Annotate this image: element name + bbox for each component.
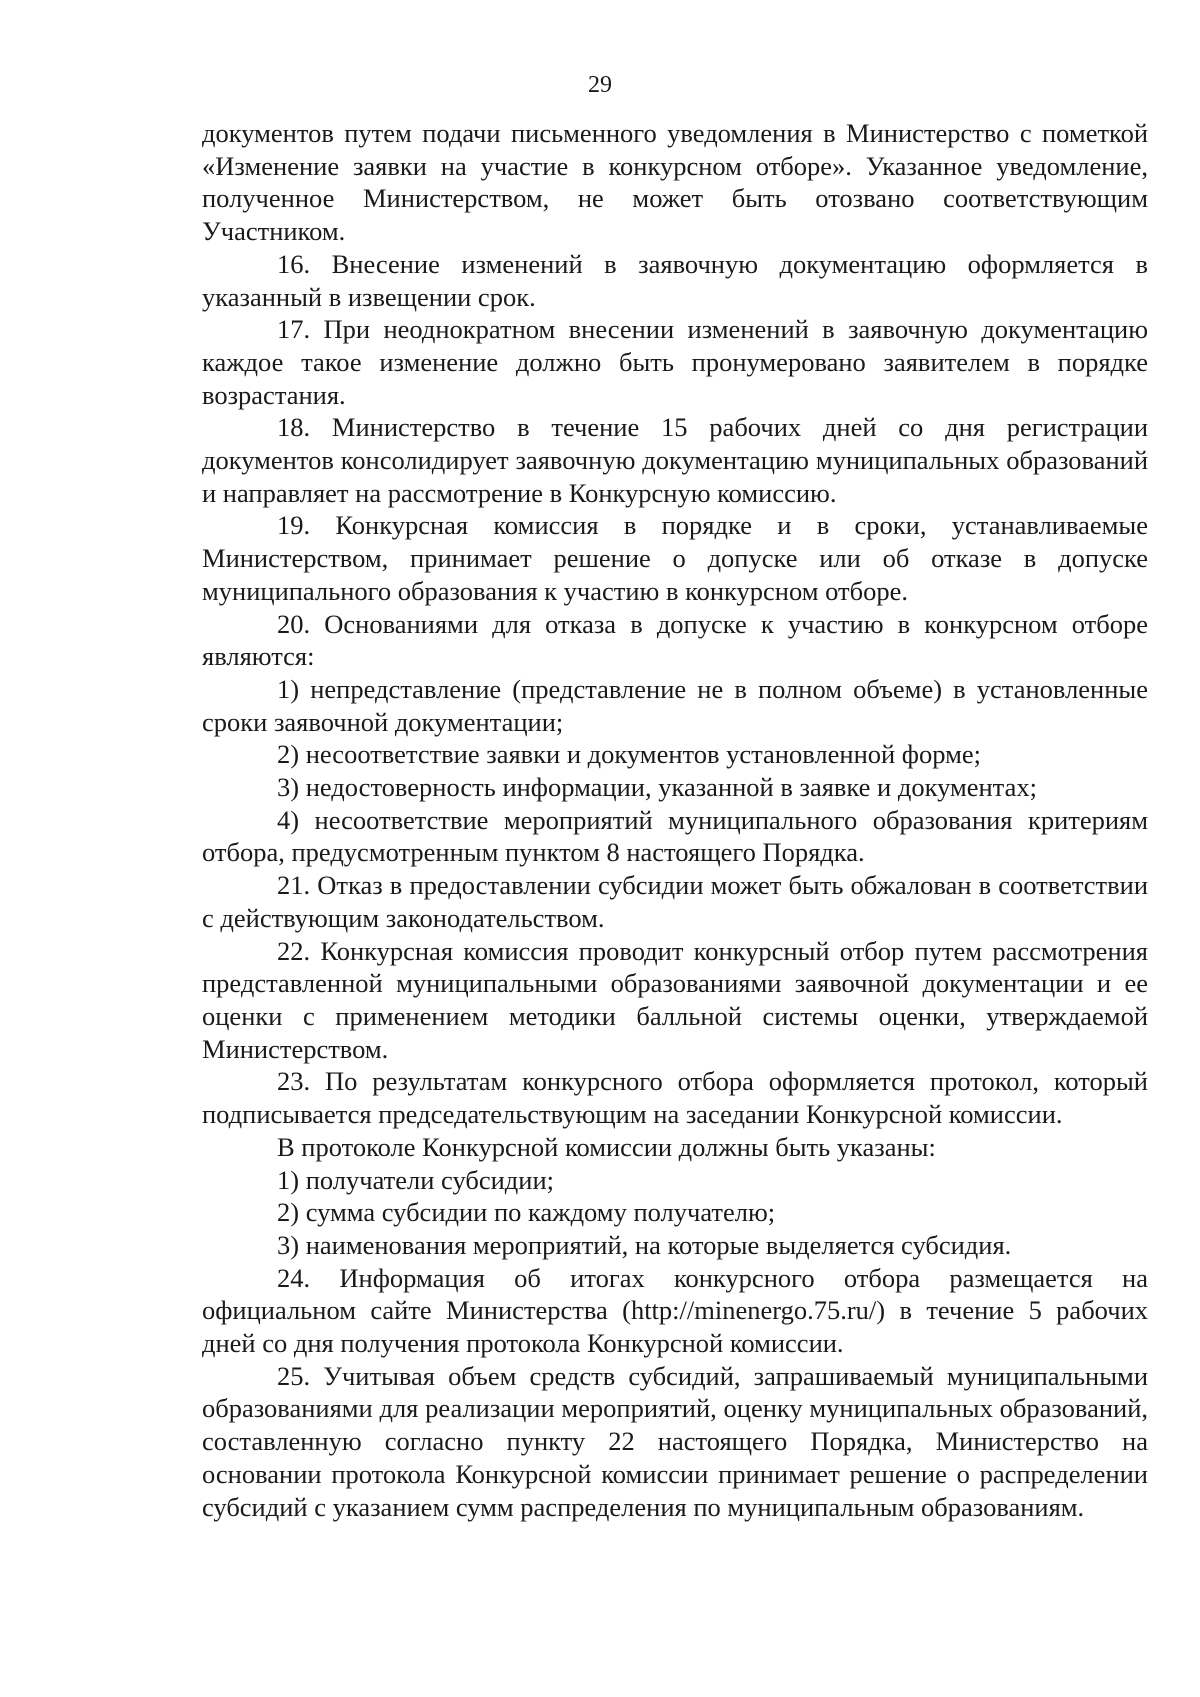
paragraph-20-item-4: 4) несоответствие мероприятий муниципального образования критериям отбора, предусмотренным пунктом 8 настоящего Порядка. xyxy=(202,804,1148,868)
paragraph-20-item-3: 3) недостоверность информации, указанной в заявке и документах; xyxy=(277,772,1037,803)
paragraph-17: 17. При неоднократном внесении изменений в заявочную документацию каждое такое изменение должно быть пронумеровано заявителем в порядке возрастания. xyxy=(202,314,1148,410)
paragraph-20-item-2: 2) несоответствие заявки и документов установленной форме; xyxy=(277,739,981,770)
document-body xyxy=(202,117,1148,1523)
paragraph-22: 22. Конкурсная комиссия проводит конкурсный отбор путем рассмотрения представленной муниципальными образованиями заявочной документации и ее оценки с применением методики балльной системы оценки, утверждаемой Министерством. xyxy=(202,935,1148,1064)
paragraph-protocol-item-1: 1) получатели субсидии; xyxy=(277,1164,554,1195)
paragraph-18: 18. Министерство в течение 15 рабочих дней со дня регистрации документов консолидирует заявочную документацию муниципальных образований и направляет на рассмотрение в Конкурсную комиссию. xyxy=(202,412,1148,508)
paragraph-continuation: документов путем подачи письменного уведомления в Министерство с пометкой «Изменение заявки на участие в конкурсном отборе». Указанное уведомление, полученное Министерством, не может быть отозвано соответствующим Участником. xyxy=(202,118,1148,247)
paragraph-protocol-item-3: 3) наименования мероприятий, на которые выделяется субсидия. xyxy=(277,1229,1012,1260)
page-number: 29 xyxy=(588,72,612,98)
paragraph-23: 23. По результатам конкурсного отбора оформляется протокол, который подписывается председательствующим на заседании Конкурсной комиссии. xyxy=(202,1066,1148,1130)
paragraph-19: 19. Конкурсная комиссия в порядке и в сроки, устанавливаемые Министерством, принимает решение о допуске или об отказе в допуске муниципального образования к участию в конкурсном отборе. xyxy=(202,510,1148,606)
paragraph-20: 20. Основаниями для отказа в допуске к участию в конкурсном отборе являются: xyxy=(202,608,1148,672)
paragraph-16: 16. Внесение изменений в заявочную документацию оформляется в указанный в извещении срок. xyxy=(202,248,1148,312)
paragraph-protocol-item-2: 2) сумма субсидии по каждому получателю; xyxy=(277,1197,776,1228)
paragraph-protocol-intro: В протоколе Конкурсной комиссии должны быть указаны: xyxy=(277,1131,936,1162)
paragraph-21: 21. Отказ в предоставлении субсидии может быть обжалован в соответствии с действующим законодательством. xyxy=(202,870,1148,933)
paragraph-25: 25. Учитывая объем средств субсидий, запрашиваемый муниципальными образованиями для реализации мероприятий, оценку муниципальных образований, составленную согласно пункту 22 настоящего Порядка, Министерство на основании протокола Конкурсной комиссии принимает решение о распределении субсидий с указанием сумм распределения по муниципальным образованиям. xyxy=(202,1360,1148,1522)
paragraph-20-item-1: 1) непредставление (представление не в полном объеме) в установленные сроки заявочной документации; xyxy=(202,673,1148,737)
paragraph-24: 24. Информация об итогах конкурсного отбора размещается на официальном сайте Министерства (http://minenergo.75.ru/) в течение 5 рабочих дней со дня получения протокола Конкурсной комиссии. xyxy=(202,1262,1148,1359)
